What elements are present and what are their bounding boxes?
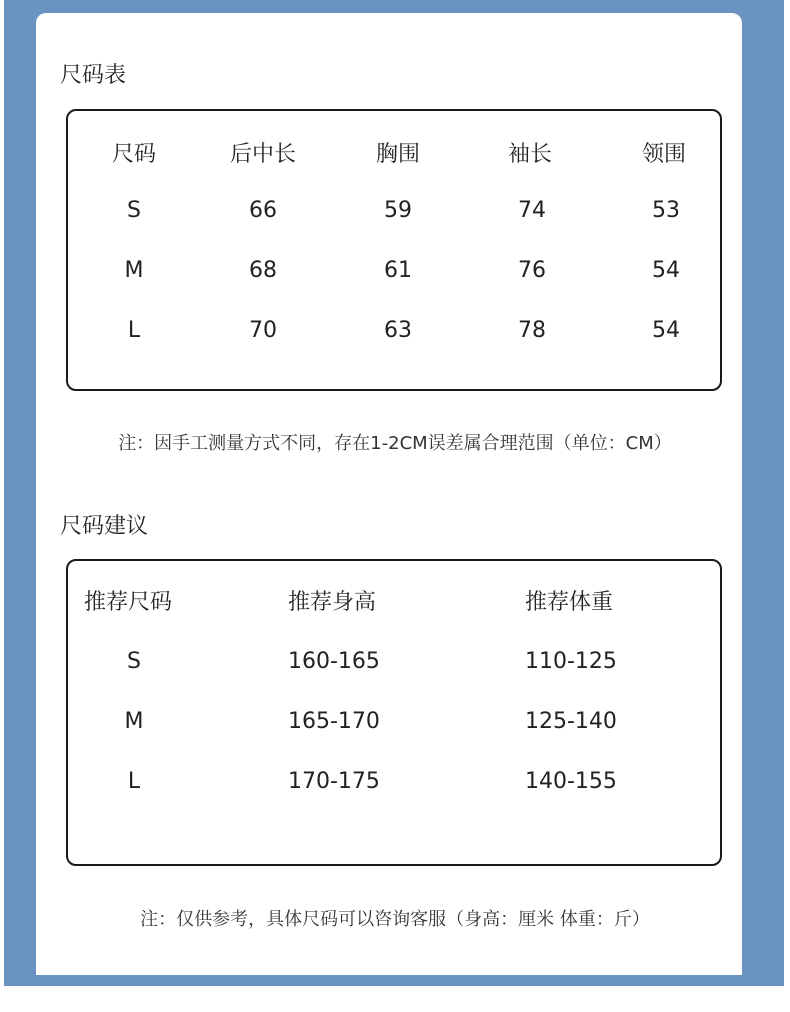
table-cell: 54 <box>652 318 680 343</box>
suggestion-header: 推荐体重 <box>525 590 614 615</box>
size-suggestion-table <box>66 559 722 866</box>
table-cell: 76 <box>518 258 546 283</box>
table-cell: 110-125 <box>525 649 617 674</box>
size-table <box>66 109 722 391</box>
table-cell: 63 <box>384 318 412 343</box>
size-table-title: 尺码表 <box>60 63 127 88</box>
size-table-header: 袖长 <box>507 142 553 167</box>
size-table-header: 尺码 <box>111 142 157 167</box>
table-cell: M <box>124 258 144 283</box>
size-suggestion-note: 注：仅供参考，具体尺码可以咨询客服（身高：厘米 体重：斤） <box>140 909 650 930</box>
table-cell: 160-165 <box>288 649 380 674</box>
table-cell: 53 <box>652 198 680 223</box>
table-cell: 70 <box>249 318 277 343</box>
table-cell: M <box>124 709 144 734</box>
table-cell: 78 <box>518 318 546 343</box>
table-cell: L <box>127 769 141 794</box>
size-table-note: 注：因手工测量方式不同，存在1-2CM误差属合理范围（单位：CM） <box>118 433 672 454</box>
table-cell: 140-155 <box>525 769 617 794</box>
table-cell: 74 <box>518 198 546 223</box>
size-table-header: 胸围 <box>375 142 421 167</box>
size-table-header: 后中长 <box>229 142 297 167</box>
size-table-header: 领围 <box>641 142 687 167</box>
table-cell: 61 <box>384 258 412 283</box>
size-suggestion-title: 尺码建议 <box>60 514 149 539</box>
table-cell: L <box>127 318 141 343</box>
table-cell: 59 <box>384 198 412 223</box>
table-cell: S <box>127 649 141 674</box>
table-cell: 68 <box>249 258 277 283</box>
table-cell: 66 <box>249 198 277 223</box>
table-cell: 54 <box>652 258 680 283</box>
table-cell: S <box>127 198 141 223</box>
table-cell: 165-170 <box>288 709 380 734</box>
table-cell: 125-140 <box>525 709 617 734</box>
table-cell: 170-175 <box>288 769 380 794</box>
suggestion-header: 推荐身高 <box>288 590 377 615</box>
suggestion-header: 推荐尺码 <box>84 590 173 615</box>
